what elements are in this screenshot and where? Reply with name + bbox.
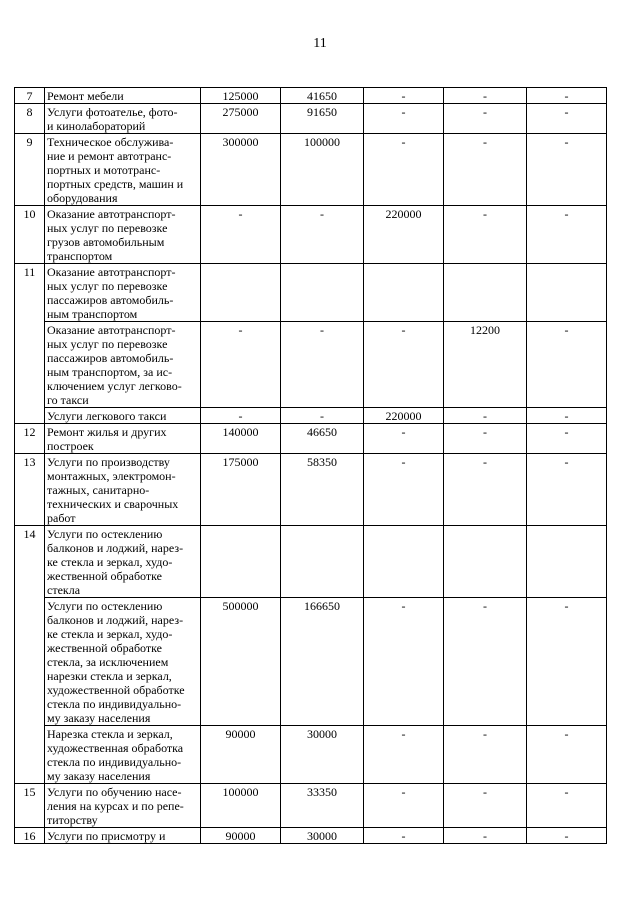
service-description: Ремонт жилья и других построек (45, 424, 201, 454)
value-cell-col3: - (364, 726, 444, 784)
value-cell-col3: - (364, 88, 444, 104)
table-row (15, 526, 607, 598)
service-description: Техническое обслужива- ние и ремонт автотранс- портных и мототранс- портных средств, машин и оборудования (45, 134, 201, 206)
value-cell-col3 (364, 264, 444, 322)
value-cell-col1: - (201, 408, 281, 424)
row-number: 10 (15, 206, 45, 264)
value-cell-col4: 12200 (444, 322, 527, 408)
value-cell-col3: - (364, 322, 444, 408)
value-cell-col4: - (444, 88, 527, 104)
value-cell-col2: 46650 (281, 424, 364, 454)
table-row (15, 264, 607, 322)
service-description: Услуги по обучению насе- ления на курсах и по репе- титорству (45, 784, 201, 828)
value-cell-col4: - (444, 598, 527, 726)
value-cell-col3 (364, 526, 444, 598)
table-row (15, 88, 607, 104)
value-cell-col5 (527, 264, 607, 322)
value-cell-col5: - (527, 408, 607, 424)
value-cell-col4: - (444, 104, 527, 134)
value-cell-col5: - (527, 322, 607, 408)
value-cell-col3: - (364, 828, 444, 844)
value-cell-col5: - (527, 598, 607, 726)
value-cell-col3: - (364, 454, 444, 526)
value-cell-col5: - (527, 784, 607, 828)
value-cell-col2: 91650 (281, 104, 364, 134)
value-cell-col5: - (527, 206, 607, 264)
value-cell-col5: - (527, 424, 607, 454)
value-cell-col2: 30000 (281, 828, 364, 844)
value-cell-col1: 300000 (201, 134, 281, 206)
service-description: Услуги по производству монтажных, электромон- тажных, санитарно- технических и сварочных работ (45, 454, 201, 526)
value-cell-col1 (201, 264, 281, 322)
service-description: Услуги по остеклению балконов и лоджий, нарез- ке стекла и зеркал, худо- жественной обработке стекла (45, 526, 201, 598)
value-cell-col2: 41650 (281, 88, 364, 104)
value-cell-col1: 175000 (201, 454, 281, 526)
table-row (15, 322, 607, 408)
value-cell-col4: - (444, 454, 527, 526)
table-row (15, 408, 607, 424)
service-description: Оказание автотранспорт- ных услуг по перевозке пассажиров автомобиль- ным транспортом (45, 264, 201, 322)
value-cell-col2: - (281, 206, 364, 264)
value-cell-col4 (444, 264, 527, 322)
value-cell-col1 (201, 526, 281, 598)
service-description: Оказание автотранспорт- ных услуг по перевозке пассажиров автомобиль- ным транспортом, за ис- ключением услуг легково- го такси (45, 322, 201, 408)
value-cell-col4: - (444, 424, 527, 454)
row-number: 13 (15, 454, 45, 526)
value-cell-col3: - (364, 134, 444, 206)
value-cell-col5 (527, 526, 607, 598)
service-description: Оказание автотранспорт- ных услуг по перевозке грузов автомобильным транспортом (45, 206, 201, 264)
tax-rates-table (14, 87, 607, 844)
value-cell-col1: 100000 (201, 784, 281, 828)
value-cell-col2: 33350 (281, 784, 364, 828)
value-cell-col3: 220000 (364, 408, 444, 424)
row-number: 12 (15, 424, 45, 454)
table-row (15, 454, 607, 526)
value-cell-col4: - (444, 408, 527, 424)
value-cell-col3: - (364, 424, 444, 454)
value-cell-col5: - (527, 104, 607, 134)
table-row (15, 104, 607, 134)
row-number: 7 (15, 88, 45, 104)
value-cell-col1: 140000 (201, 424, 281, 454)
value-cell-col4: - (444, 828, 527, 844)
page-number: 11 (313, 36, 327, 51)
service-description: Нарезка стекла и зеркал, художественная обработка стекла по индивидуально- му заказу населения (45, 726, 201, 784)
value-cell-col2: 58350 (281, 454, 364, 526)
table-row (15, 424, 607, 454)
value-cell-col2 (281, 526, 364, 598)
value-cell-col2: 166650 (281, 598, 364, 726)
row-number: 9 (15, 134, 45, 206)
value-cell-col3: - (364, 784, 444, 828)
value-cell-col3: 220000 (364, 206, 444, 264)
value-cell-col2: - (281, 408, 364, 424)
value-cell-col2: 100000 (281, 134, 364, 206)
value-cell-col2: 30000 (281, 726, 364, 784)
value-cell-col3: - (364, 104, 444, 134)
value-cell-col1: 125000 (201, 88, 281, 104)
value-cell-col5: - (527, 726, 607, 784)
value-cell-col1: 500000 (201, 598, 281, 726)
service-description: Услуги по остеклению балконов и лоджий, нарез- ке стекла и зеркал, худо- жественной обработке стекла, за исключением нарезки стекла и зеркал, художественной обработке стекла по индивидуально- му заказу населения (45, 598, 201, 726)
table-row (15, 784, 607, 828)
value-cell-col1: 90000 (201, 726, 281, 784)
row-number: 15 (15, 784, 45, 828)
table-row (15, 726, 607, 784)
value-cell-col2: - (281, 322, 364, 408)
value-cell-col5: - (527, 88, 607, 104)
row-number: 8 (15, 104, 45, 134)
value-cell-col1: 275000 (201, 104, 281, 134)
value-cell-col4 (444, 526, 527, 598)
table-row (15, 598, 607, 726)
table-row (15, 134, 607, 206)
value-cell-col4: - (444, 726, 527, 784)
row-number: 11 (15, 264, 45, 424)
value-cell-col5: - (527, 454, 607, 526)
service-description: Услуги по присмотру и (45, 828, 201, 844)
value-cell-col4: - (444, 784, 527, 828)
row-number: 14 (15, 526, 45, 784)
value-cell-col3: - (364, 598, 444, 726)
value-cell-col1: - (201, 206, 281, 264)
value-cell-col2 (281, 264, 364, 322)
row-number: 16 (15, 828, 45, 844)
table-row (15, 828, 607, 844)
value-cell-col1: 90000 (201, 828, 281, 844)
value-cell-col4: - (444, 134, 527, 206)
service-description: Услуги фотоателье, фото- и кинолабораторий (45, 104, 201, 134)
value-cell-col5: - (527, 828, 607, 844)
table-row (15, 206, 607, 264)
value-cell-col1: - (201, 322, 281, 408)
value-cell-col5: - (527, 134, 607, 206)
service-description: Ремонт мебели (45, 88, 201, 104)
value-cell-col4: - (444, 206, 527, 264)
service-description: Услуги легкового такси (45, 408, 201, 424)
